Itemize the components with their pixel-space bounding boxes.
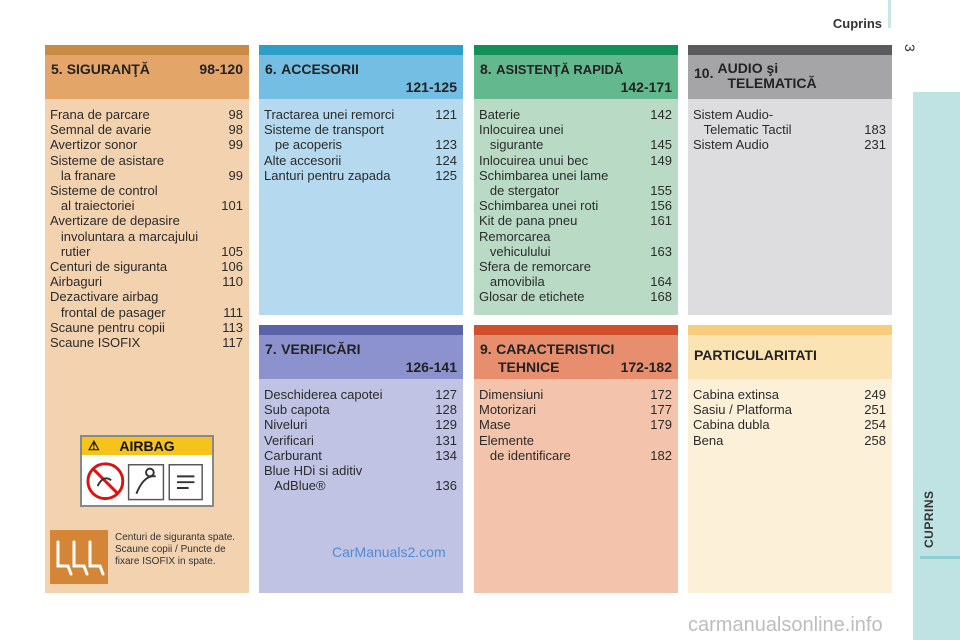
- toc-entry-page: 98: [228, 107, 243, 122]
- section-items: [50, 107, 243, 350]
- toc-entry[interactable]: [693, 122, 886, 137]
- section-header: [474, 335, 678, 379]
- toc-entry-label: de stergator: [479, 183, 560, 199]
- section-header: [474, 55, 678, 99]
- toc-entry-page: 131: [435, 432, 457, 448]
- toc-entry-page: 251: [864, 402, 886, 418]
- toc-entry[interactable]: [50, 259, 243, 274]
- toc-entry-label: Sub capota: [264, 402, 330, 418]
- toc-entry-label: Motorizari: [479, 402, 537, 418]
- seats-note: Centuri de siguranta spate. Scaune copii / Puncte de fixare ISOFIX in spate.: [115, 532, 236, 567]
- toc-entry-label: Sisteme de control: [50, 183, 158, 199]
- toc-entry[interactable]: [479, 387, 672, 402]
- side-tab-rule: [920, 556, 960, 559]
- toc-entry[interactable]: [479, 137, 672, 152]
- toc-entry-page: 183: [864, 122, 886, 138]
- toc-entry-page: 249: [864, 387, 886, 402]
- toc-entry-label: Alte accesorii: [264, 152, 342, 168]
- side-tab-label: CUPRINS: [922, 490, 936, 548]
- section-items: [264, 387, 457, 493]
- section-items: [479, 107, 672, 305]
- toc-entry-label: la franare: [50, 167, 116, 183]
- section-title-line2: TEHNICE: [498, 359, 560, 375]
- toc-entry[interactable]: [264, 478, 457, 493]
- toc-entry-page: 123: [435, 137, 457, 153]
- toc-entry[interactable]: [693, 433, 886, 448]
- toc-entry-page: 142: [650, 107, 672, 122]
- toc-entry[interactable]: [264, 463, 457, 478]
- section-items: [693, 107, 886, 153]
- toc-entry-label: al traiectoriei: [50, 198, 135, 214]
- toc-entry-label: Cabina extinsa: [693, 387, 779, 402]
- toc-entry[interactable]: [50, 183, 243, 198]
- toc-entry[interactable]: [50, 198, 243, 213]
- toc-entry-label: Niveluri: [264, 417, 308, 433]
- section-number: 5.: [51, 61, 63, 77]
- toc-entry-page: 129: [435, 417, 457, 433]
- toc-entry-page: 124: [435, 152, 457, 168]
- toc-entry-label: Carburant: [264, 447, 322, 463]
- toc-entry-page: 136: [435, 478, 457, 494]
- section-number: 7.: [265, 341, 277, 357]
- toc-entry[interactable]: [264, 448, 457, 463]
- watermark-carmanuals: CarManuals2.com: [332, 544, 446, 560]
- toc-entry-label: Bena: [693, 432, 724, 448]
- toc-entry-page: 156: [650, 198, 672, 214]
- toc-entry-label: Elemente: [479, 432, 534, 448]
- toc-entry[interactable]: [264, 402, 457, 417]
- section-color-bar: [45, 45, 249, 55]
- section-page-range: 121-125: [405, 79, 457, 95]
- toc-entry-page: 177: [650, 402, 672, 418]
- toc-entry-page: 164: [650, 274, 672, 290]
- toc-entry-label: Sasiu / Platforma: [693, 402, 792, 418]
- toc-entry-page: 145: [650, 137, 672, 153]
- toc-entry-page: 121: [435, 107, 457, 122]
- toc-entry[interactable]: [479, 289, 672, 304]
- toc-entry[interactable]: [264, 387, 457, 402]
- toc-entry[interactable]: [264, 107, 457, 122]
- toc-entry-label: AdBlue®: [264, 478, 326, 494]
- toc-entry-label: frontal de pasager: [50, 304, 166, 320]
- section-card-accesorii[interactable]: [259, 45, 463, 315]
- airbag-label-header: [82, 437, 212, 455]
- toc-entry-label: Sisteme de asistare: [50, 152, 165, 168]
- toc-entry[interactable]: [50, 229, 243, 244]
- toc-entry-label: Deschiderea capotei: [264, 387, 383, 402]
- toc-entry[interactable]: [264, 433, 457, 448]
- toc-entry-label: Frana de parcare: [50, 107, 150, 122]
- toc-entry-label: Scaune ISOFIX: [50, 335, 141, 351]
- toc-entry[interactable]: [693, 107, 886, 122]
- toc-entry[interactable]: [693, 137, 886, 152]
- section-header: [45, 55, 249, 99]
- toc-entry[interactable]: [50, 153, 243, 168]
- toc-entry[interactable]: [479, 448, 672, 463]
- toc-entry-page: 179: [650, 417, 672, 433]
- section-number: 9.: [480, 341, 492, 357]
- toc-entry-page: 99: [228, 137, 243, 153]
- watermark-footer: carmanualsonline.info: [688, 614, 883, 636]
- toc-entry-page: 127: [435, 387, 457, 402]
- section-card-siguranta[interactable]: [45, 45, 249, 593]
- section-card-asistenta-rapida[interactable]: [474, 45, 678, 315]
- toc-entry-page: 172: [650, 387, 672, 402]
- toc-entry[interactable]: [479, 213, 672, 228]
- toc-entry[interactable]: [479, 417, 672, 432]
- toc-entry-label: vehiculului: [479, 243, 551, 259]
- toc-entry-page: 99: [228, 167, 243, 183]
- toc-entry[interactable]: [264, 168, 457, 183]
- toc-entry-page: 101: [221, 198, 243, 214]
- section-color-bar: [688, 325, 892, 335]
- toc-entry[interactable]: [479, 122, 672, 137]
- toc-entry-label: Sistem Audio-: [693, 107, 774, 122]
- toc-entry-page: 111: [223, 304, 243, 320]
- toc-entry[interactable]: [264, 417, 457, 432]
- toc-entry[interactable]: [50, 289, 243, 304]
- toc-entry-label: Semnal de avarie: [50, 122, 152, 138]
- section-color-bar: [474, 45, 678, 55]
- toc-entry-label: Dimensiuni: [479, 387, 544, 402]
- toc-entry-label: Remorcarea: [479, 228, 551, 244]
- section-items: [693, 387, 886, 448]
- toc-entry-page: 168: [650, 289, 672, 305]
- toc-entry-page: 258: [864, 432, 886, 448]
- section-number: 10.: [694, 65, 714, 81]
- toc-entry[interactable]: [479, 183, 672, 198]
- toc-entry-label: Sistem Audio: [693, 137, 769, 153]
- toc-entry-page: 149: [650, 152, 672, 168]
- section-color-bar: [259, 325, 463, 335]
- toc-entry-page: 231: [864, 137, 886, 153]
- toc-entry[interactable]: [479, 433, 672, 448]
- section-page-range: 172-182: [620, 359, 672, 375]
- toc-entry[interactable]: [479, 107, 672, 122]
- toc-entry[interactable]: [50, 107, 243, 122]
- section-number: 8.: [480, 61, 492, 77]
- toc-entry[interactable]: [693, 417, 886, 432]
- toc-entry-label: sigurante: [479, 137, 544, 153]
- toc-entry-page: 125: [435, 167, 457, 183]
- toc-entry-label: Kit de pana pneu: [479, 213, 578, 229]
- toc-entry-page: 163: [650, 243, 672, 259]
- toc-entry[interactable]: [693, 402, 886, 417]
- toc-entry-page: 254: [864, 417, 886, 433]
- toc-entry-label: Telematic Tactil: [693, 122, 792, 138]
- toc-entry[interactable]: [50, 274, 243, 289]
- toc-entry[interactable]: [50, 122, 243, 137]
- toc-entry[interactable]: [264, 122, 457, 137]
- section-title: ASISTENŢĂ RAPIDĂ: [496, 62, 624, 77]
- toc-entry[interactable]: [50, 168, 243, 183]
- section-page-range: 98-120: [199, 61, 243, 77]
- toc-entry-page: 105: [221, 243, 243, 259]
- section-items: [264, 107, 457, 183]
- child-seats-icon: [50, 530, 108, 584]
- toc-entry[interactable]: [50, 305, 243, 320]
- toc-entry-label: Glosar de etichete: [479, 289, 585, 305]
- section-title: CARACTERISTICI: [496, 341, 615, 357]
- toc-entry[interactable]: [479, 229, 672, 244]
- toc-entry-label: pe acoperis: [264, 137, 343, 153]
- airbag-pictograms-icon: [86, 457, 208, 503]
- toc-entry-page: 155: [650, 183, 672, 199]
- section-title: SIGURANŢĂ: [66, 61, 150, 77]
- toc-entry-label: Centuri de siguranta: [50, 259, 168, 275]
- toc-entry-label: rutier: [50, 243, 91, 259]
- toc-entry-label: Airbaguri: [50, 274, 103, 290]
- section-page-range: 126-141: [405, 359, 457, 375]
- toc-entry[interactable]: [479, 259, 672, 274]
- section-card-particularitati[interactable]: [688, 325, 892, 593]
- toc-entry-label: Sfera de remorcare: [479, 259, 591, 275]
- toc-entry-label: Mase: [479, 417, 511, 433]
- toc-entry-page: 106: [221, 259, 243, 275]
- toc-entry-page: 113: [222, 319, 243, 335]
- toc-entry[interactable]: [50, 320, 243, 335]
- toc-entry[interactable]: [479, 168, 672, 183]
- toc-entry[interactable]: [693, 387, 886, 402]
- page-number: 3: [902, 44, 918, 52]
- section-color-bar: [259, 45, 463, 55]
- section-card-audio-telematica[interactable]: [688, 45, 892, 315]
- section-color-bar: [474, 325, 678, 335]
- toc-entry-page: 98: [228, 122, 243, 138]
- warning-triangle-icon: ⚠: [88, 438, 100, 453]
- toc-entry-label: amovibila: [479, 274, 545, 290]
- toc-entry-label: Baterie: [479, 107, 521, 122]
- airbag-label-text: AIRBAG: [119, 438, 175, 454]
- toc-entry-label: Tractarea unei remorci: [264, 107, 395, 122]
- toc-entry-page: 161: [650, 213, 672, 229]
- toc-entry-label: Avertizor sonor: [50, 137, 138, 153]
- toc-entry-page: 182: [650, 447, 672, 463]
- toc-entry-label: Blue HDi si aditiv: [264, 463, 363, 479]
- toc-entry-label: de identificare: [479, 447, 571, 463]
- section-color-bar: [688, 45, 892, 55]
- section-header: [259, 55, 463, 99]
- toc-entry-label: Schimbarea unei lame: [479, 167, 609, 183]
- section-header: [688, 55, 892, 99]
- toc-entry[interactable]: [264, 137, 457, 152]
- section-header: [688, 335, 892, 379]
- section-header: [259, 335, 463, 379]
- toc-entry-label: Schimbarea unei roti: [479, 198, 599, 214]
- toc-entry-label: Cabina dubla: [693, 417, 770, 433]
- toc-entry[interactable]: [50, 244, 243, 259]
- toc-entry-label: Dezactivare airbag: [50, 289, 159, 305]
- section-card-caracteristici-tehnice[interactable]: [474, 325, 678, 593]
- toc-entry[interactable]: [479, 274, 672, 289]
- toc-entry-page: 117: [222, 335, 243, 351]
- toc-entry-label: Scaune pentru copii: [50, 319, 165, 335]
- toc-entry-label: Verificari: [264, 432, 314, 448]
- section-title-line2: TELEMATICĂ: [727, 75, 817, 91]
- toc-entry[interactable]: [479, 244, 672, 259]
- toc-entry-label: Inlocuirea unei: [479, 122, 564, 138]
- toc-entry[interactable]: [479, 198, 672, 213]
- section-items: [479, 387, 672, 463]
- toc-entry[interactable]: [479, 402, 672, 417]
- toc-entry-page: 110: [222, 274, 243, 290]
- toc-entry[interactable]: [264, 153, 457, 168]
- toc-entry-page: 128: [435, 402, 457, 418]
- toc-entry[interactable]: [479, 153, 672, 168]
- header-rule: [888, 0, 891, 28]
- toc-entry[interactable]: [50, 213, 243, 228]
- toc-entry-label: Avertizare de depasire: [50, 213, 180, 229]
- section-title: AUDIO şi: [717, 60, 779, 76]
- toc-entry-label: Sisteme de transport: [264, 122, 384, 138]
- page-header-title: Cuprins: [832, 16, 882, 31]
- toc-entry[interactable]: [50, 335, 243, 350]
- airbag-warning-label: [80, 435, 214, 507]
- section-title: PARTICULARITATI: [694, 347, 817, 363]
- section-number: 6.: [265, 61, 277, 77]
- section-title: ACCESORII: [281, 61, 359, 77]
- toc-entry-page: 134: [435, 447, 457, 463]
- section-page-range: 142-171: [620, 79, 672, 95]
- toc-entry-label: Inlocuirea unui bec: [479, 152, 589, 168]
- section-title: VERIFICĂRI: [281, 341, 361, 357]
- toc-entry-label: involuntara a marcajului: [50, 228, 199, 244]
- toc-entry-label: Lanturi pentru zapada: [264, 167, 391, 183]
- toc-entry[interactable]: [50, 137, 243, 152]
